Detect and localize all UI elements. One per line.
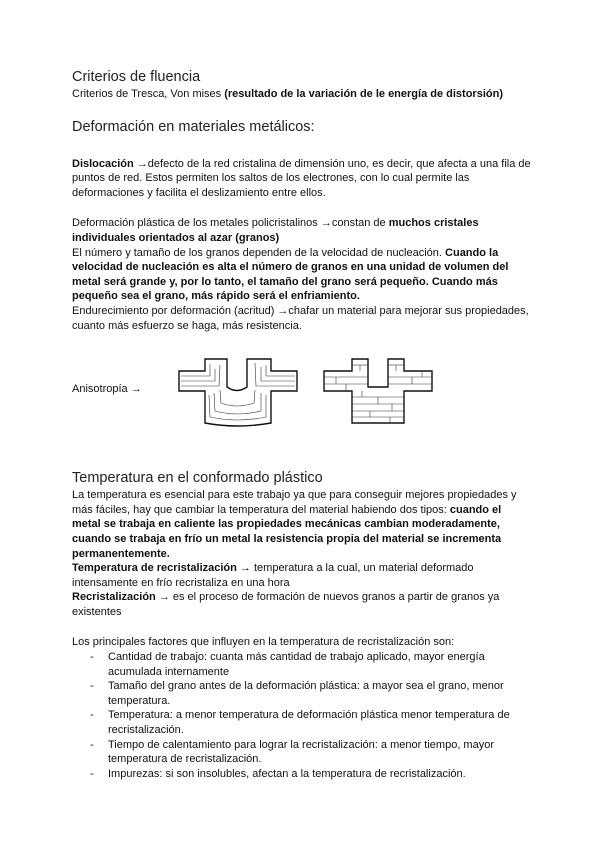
temperatura-text: La temperatura es esencial para este trabajo ya que para conseguir mejores propiedades y más fáciles, hay que cambiar la temperatura del material habiendo dos tipos:	[72, 489, 517, 516]
policristalinos-bold: muchos cristales individuales orientados al azar (granos)	[72, 217, 479, 244]
list-item: - Tamaño del grano antes de la deformación plástica: a mayor sea el grano, menor temperatura.	[72, 679, 532, 708]
dislocacion-paragraph	[72, 157, 532, 201]
temperatura-bold: cuando el metal se trabaja en caliente las propiedades mecánicas cambian moderadamente, cuando se trabaja en frío un metal la resistencia propia del material se incrementa permanentemente.	[72, 503, 502, 560]
document-page	[72, 68, 532, 781]
factores-list	[72, 650, 532, 781]
temperatura-paragraph	[72, 488, 532, 561]
temp-recristalizacion-term: Temperatura de recristalización	[72, 562, 237, 575]
deformed-grains-illustration	[177, 357, 299, 429]
criterios-text: Criterios de Tresca, Von mises	[72, 88, 225, 100]
heading-deformacion: Deformación en materiales metálicos:	[72, 118, 315, 135]
policristalinos-text: Deformación plástica de los metales policristalinos →constan de	[72, 217, 389, 230]
recristalizacion-term: Recristalización	[72, 591, 156, 604]
recristalizacion-text: → es el proceso de formación de nuevos granos a partir de granos ya existentes	[72, 591, 500, 618]
temp-recristalizacion-text: → temperatura a la cual, un material deformado intensamente en frío recristaliza en una hora	[72, 562, 474, 589]
temp-recristalizacion-paragraph	[72, 561, 532, 590]
endurecimiento-paragraph: Endurecimiento por deformación (acritud) →chafar un material para mejorar sus propiedades, cuanto más esfuerzo se haga, más resistencia.	[72, 304, 529, 332]
criterios-bold: (resultado de la variación de le energía de distorsión)	[224, 88, 503, 100]
criterios-line	[72, 87, 532, 102]
list-item: - Cantidad de trabajo: cuanta más cantidad de trabajo aplicado, mayor energía acumulada internamente	[72, 650, 532, 679]
list-item: - Impurezas: si son insolubles, afectan a la temperatura de recristalización.	[72, 767, 532, 782]
heading-temperatura: Temperatura en el conformado plástico	[72, 470, 323, 487]
anisotropia-label: Anisotropía →	[72, 383, 142, 396]
granos-paragraph	[72, 246, 532, 304]
recristalizacion-paragraph	[72, 590, 532, 619]
factores-intro: Los principales factores que influyen en la temperatura de recristalización son:	[72, 636, 455, 649]
anisotropia-figure	[72, 357, 532, 447]
policristalinos-paragraph	[72, 216, 532, 245]
dislocacion-text: →defecto de la red cristalina de dimensión uno, es decir, que afecta a una fila de puntos de red. Estos permiten los saltos de los electrones, con lo cual permite las deformaciones y facilita el deslizamiento entre ellos.	[72, 157, 531, 199]
undeformed-grains-illustration	[322, 357, 434, 429]
granos-text: El número y tamaño de los granos dependen de la velocidad de nucleación.	[72, 246, 446, 259]
granos-bold: Cuando la velocidad de nucleación es alta el número de granos en una unidad de volumen del metal será grande y, por lo tanto, el tamaño del grano será pequeño. Cuando más pequeño sea el grano, más rápido será el enfriamiento.	[72, 246, 509, 303]
list-item: - Temperatura: a menor temperatura de deformación plástica menor temperatura de recristalización.	[72, 708, 532, 737]
heading-criterios-fluencia: Criterios de fluencia	[72, 69, 201, 85]
list-item: - Tiempo de calentamiento para lograr la recristalización: a menor tiempo, mayor temperatura de recristalización.	[72, 738, 532, 767]
dislocacion-term: Dislocación	[72, 157, 134, 170]
